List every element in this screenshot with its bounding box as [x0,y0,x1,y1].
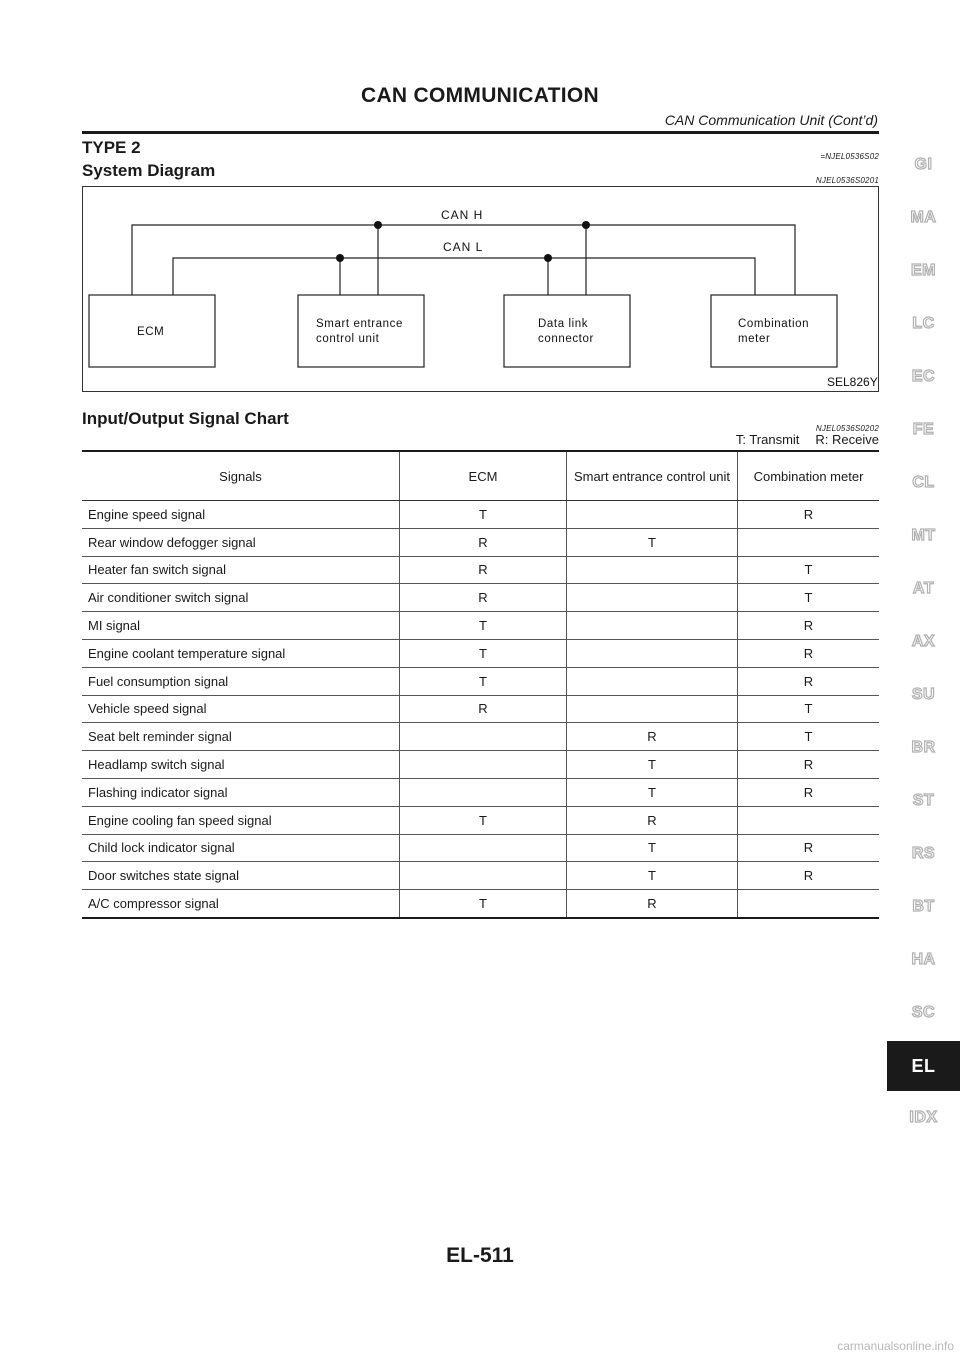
signal-name: Headlamp switch signal [82,751,400,779]
signal-name: A/C compressor signal [82,890,400,918]
combination-meter-label: Combination [738,318,810,330]
signal-name: Child lock indicator signal [82,834,400,862]
meter-cell: T [738,723,880,751]
system-diagram [82,186,879,392]
table-row [82,501,879,529]
meter-cell: R [738,778,880,806]
smart-unit-cell: T [567,528,738,556]
ecm-cell: T [400,667,567,695]
signal-name: Seat belt reminder signal [82,723,400,751]
ecm-cell: T [400,806,567,834]
signal-name: Heater fan switch signal [82,556,400,584]
table-row [82,667,879,695]
signal-name: Engine coolant temperature signal [82,639,400,667]
splice-dot [374,221,382,229]
section-tab-lc[interactable]: LC [912,314,935,332]
data-link-label-line2: connector [538,333,594,345]
combination-meter-box [711,295,837,367]
can-l-label: CAN L [443,240,484,254]
table-header-row [82,452,879,501]
ecm-cell: T [400,639,567,667]
splice-dot [544,254,552,262]
section-tab-ma[interactable]: MA [910,208,937,226]
ecm-cell [400,778,567,806]
section-tab-cl[interactable]: CL [912,473,935,491]
section-tab-fe[interactable]: FE [912,420,935,438]
section-tab-sc[interactable]: SC [911,1003,936,1021]
smart-unit-cell [567,501,738,529]
signal-chart-table [82,452,879,919]
can-l-bus-line [173,258,755,295]
system-diagram-heading: System Diagram [82,161,216,180]
signal-chart-heading: Input/Output Signal Chart [82,409,289,428]
meter-cell: R [738,612,880,640]
column-header-smart-entrance: Smart entrance control unit [567,452,738,501]
signal-rows [82,501,879,918]
signal-name: Flashing indicator signal [82,778,400,806]
table-row [82,695,879,723]
combination-meter-label-line2: meter [738,333,771,345]
ecm-cell [400,723,567,751]
section-tab-ec[interactable]: EC [911,367,936,385]
table-row [82,834,879,862]
can-h-bus-line [132,225,795,295]
ecm-cell [400,834,567,862]
section-tab-em[interactable]: EM [911,261,936,279]
section-tab-ha[interactable]: HA [911,950,936,968]
section-tab-idx[interactable]: IDX [909,1108,938,1126]
meter-cell: R [738,834,880,862]
meter-cell: T [738,695,880,723]
meter-cell: R [738,751,880,779]
header-rule [82,131,879,134]
signal-legend [720,432,879,447]
table-row [82,584,879,612]
ecm-cell: R [400,584,567,612]
signal-name: Door switches state signal [82,862,400,890]
signal-name: Rear window defogger signal [82,528,400,556]
column-header-combination-meter: Combination meter [738,452,880,501]
table-row [82,556,879,584]
smart-entrance-label-line2: control unit [316,333,380,345]
ecm-cell: T [400,501,567,529]
section-tab-gi[interactable]: GI [914,155,933,173]
section-tab-el-active[interactable]: EL [887,1041,960,1091]
figure-code: SEL826Y [827,375,878,389]
smart-entrance-unit-box [298,295,424,367]
column-header-ecm: ECM [400,452,567,501]
meter-cell: R [738,862,880,890]
meter-cell: T [738,556,880,584]
page-header [82,84,878,128]
meter-cell [738,528,880,556]
table-row [82,612,879,640]
ecm-cell [400,862,567,890]
smart-unit-cell: R [567,806,738,834]
ecm-cell: R [400,528,567,556]
data-link-label: Data link [538,318,589,330]
section-tab-ax[interactable]: AX [911,632,936,650]
ecm-label: ECM [137,326,165,338]
section-tab-st[interactable]: ST [912,791,935,809]
watermark: carmanualsonline.info [837,1339,954,1353]
section-tab-br[interactable]: BR [911,738,936,756]
meter-cell: R [738,501,880,529]
signal-name: Vehicle speed signal [82,695,400,723]
smart-unit-cell: T [567,862,738,890]
smart-unit-cell [567,556,738,584]
splice-dot [336,254,344,262]
signal-name: Air conditioner switch signal [82,584,400,612]
smart-unit-cell [567,695,738,723]
section-tab-at[interactable]: AT [912,579,935,597]
column-header-signals: Signals [82,452,400,501]
page-number: EL-511 [446,1244,514,1267]
ecm-cell: T [400,890,567,918]
can-bus-wiring-diagram [83,187,880,393]
table-row [82,806,879,834]
ecm-cell: R [400,556,567,584]
can-h-label: CAN H [441,208,484,222]
smart-unit-cell: T [567,751,738,779]
smart-unit-cell: R [567,723,738,751]
smart-unit-cell: T [567,778,738,806]
ecm-cell: R [400,695,567,723]
meter-cell [738,890,880,918]
legend-transmit: T: Transmit [735,432,800,447]
system-diagram-ref-code: NJEL0536S0201 [815,176,879,185]
type-heading: TYPE 2 [82,138,141,157]
table-row [82,528,879,556]
section-tab-strip [887,138,960,1144]
signal-name: Engine cooling fan speed signal [82,806,400,834]
signal-name: MI signal [82,612,400,640]
table-row [82,778,879,806]
smart-unit-cell [567,584,738,612]
signal-name: Fuel consumption signal [82,667,400,695]
page-title: CAN COMMUNICATION [360,84,600,107]
table-row [82,751,879,779]
table-row [82,890,879,918]
table-row [82,723,879,751]
ecm-cell: T [400,612,567,640]
section-tab-bt[interactable]: BT [912,897,935,915]
smart-unit-cell [567,612,738,640]
legend-receive: R: Receive [815,432,879,447]
ecm-cell [400,751,567,779]
meter-cell [738,806,880,834]
meter-cell: R [738,667,880,695]
smart-unit-cell: R [567,890,738,918]
meter-cell: T [738,584,880,612]
smart-unit-cell [567,667,738,695]
signal-chart-ref-code: NJEL0536S0202 [815,424,879,433]
splice-dot [582,221,590,229]
type-ref-code: =NJEL0536S02 [820,152,879,161]
section-tab-mt[interactable]: MT [911,526,936,544]
meter-cell: R [738,639,880,667]
page-subtitle: CAN Communication Unit (Cont’d) [664,112,878,128]
smart-unit-cell: T [567,834,738,862]
table-row [82,639,879,667]
smart-entrance-label: Smart entrance [316,318,404,330]
data-link-connector-box [504,295,630,367]
smart-unit-cell [567,639,738,667]
section-tab-su[interactable]: SU [911,685,936,703]
section-tab-rs[interactable]: RS [911,844,936,862]
signal-name: Engine speed signal [82,501,400,529]
table-row [82,862,879,890]
